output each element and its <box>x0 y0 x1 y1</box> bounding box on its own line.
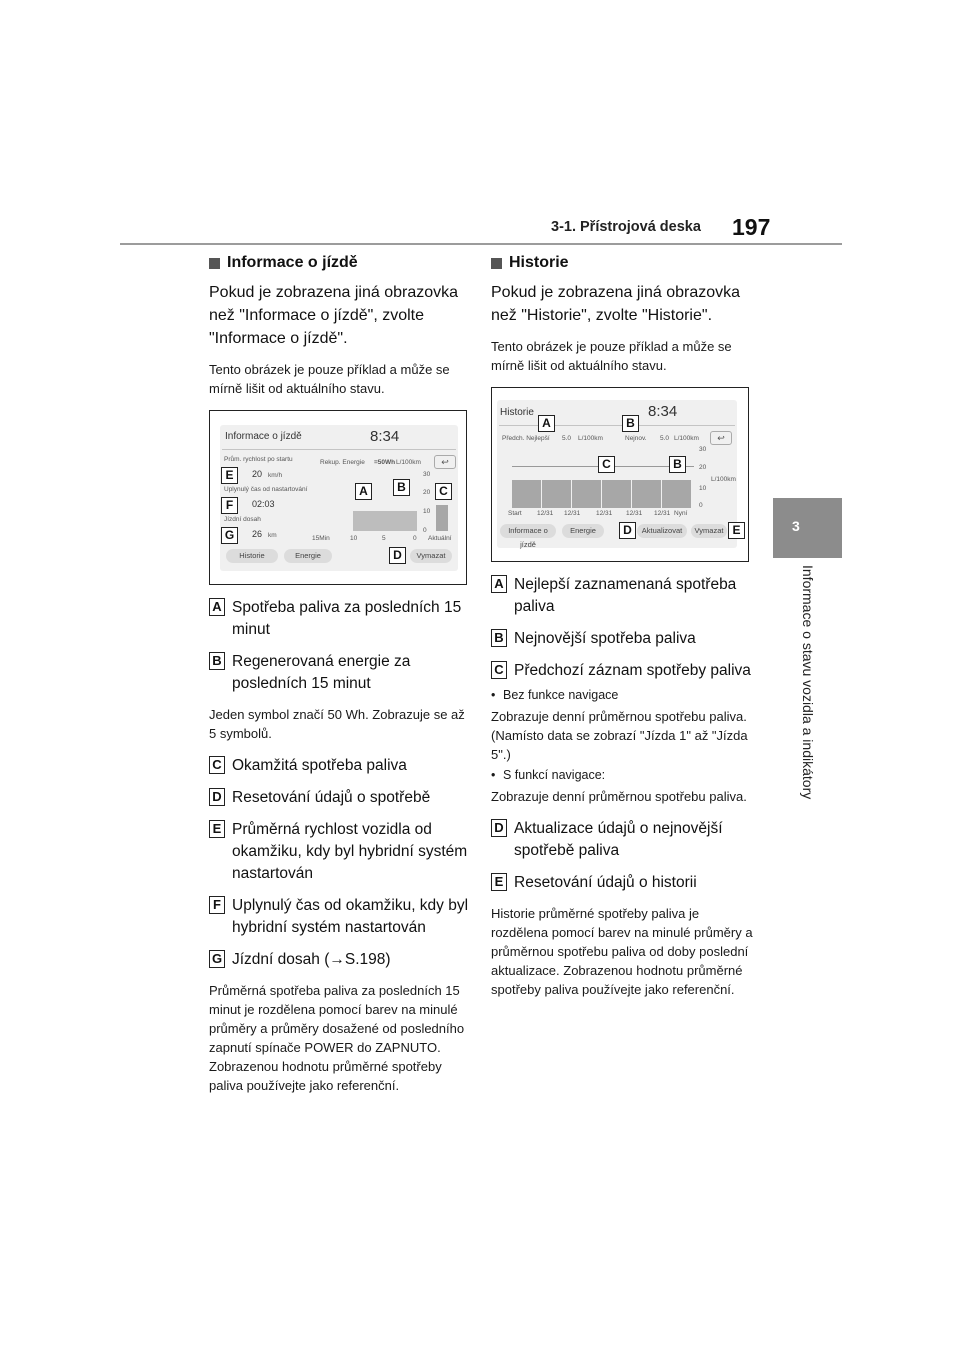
callout-label: D <box>389 547 406 564</box>
avg-speed-unit: km/h <box>268 472 283 479</box>
update-button[interactable]: Aktualizovat <box>637 524 687 538</box>
screen-title: Informace o jízdě <box>225 431 302 442</box>
legend-item: B Regenerovaná energie za posledních 15 minut <box>209 651 471 695</box>
history-bar <box>542 480 571 508</box>
callout-label: A <box>538 415 555 432</box>
avg-speed-label: Prům. rychlost po startu <box>224 456 293 463</box>
section-heading: Informace o jízdě <box>209 254 471 272</box>
prev-best-value: 5.0 <box>562 435 572 442</box>
history-bar <box>512 480 541 508</box>
callout-label: C <box>435 483 452 500</box>
intro-text: Pokud je zobrazena jiná obrazovka než "Historie", zvolte "Historie". <box>491 284 741 324</box>
history-bar <box>572 480 601 508</box>
heading-square-icon <box>491 258 502 269</box>
legend-item: B Nejnovější spotřeba paliva <box>491 628 753 650</box>
history-screenshot <box>491 387 749 562</box>
legend-item: D Aktualizace údajů o nejnovější spotřebě paliva <box>491 818 753 862</box>
avg-speed-value: 20 <box>252 469 263 479</box>
energy-button[interactable]: Energie <box>562 524 604 538</box>
legend-note: Jeden symbol značí 50 Wh. Zobrazuje se až 5 symbolů. <box>209 707 465 741</box>
legend-item: E Průměrná rychlost vozidla od okamžiku, kdy byl hybridní systém nastartován <box>209 819 471 885</box>
callout-label: E <box>221 467 238 484</box>
callout-label: B <box>622 415 639 432</box>
screen-time: 8:34 <box>370 428 400 445</box>
x-label: 12/31 <box>537 510 554 517</box>
heading-square-icon <box>209 258 220 269</box>
legend-item: E Resetování údajů o historii <box>491 872 753 894</box>
elapsed-value: 02:03 <box>252 499 275 509</box>
note-text: Tento obrázek je pouze příklad a může se mírně lišit od aktuálního stavu. <box>209 362 450 396</box>
section-title: 3-1. Přístrojová deska <box>551 219 701 235</box>
reset-button[interactable]: Vymazat <box>410 549 452 563</box>
bullet-item: • S funkcí navigace: <box>491 766 753 785</box>
history-bar <box>662 480 691 508</box>
x-label: 12/31 <box>596 510 613 517</box>
current-label: Aktuální <box>428 535 452 542</box>
axis-tick: 20 <box>423 489 431 496</box>
footer-note: Průměrná spotřeba paliva za posledních 15 minut je rozdělena pomocí barev na minulé průměry a průměry dosažené od posledního zapnutí spínače POWER do ZAPNUTO. Zobrazenou hodnotu průměrné spotřeby paliva používejte jako referenční. <box>209 983 465 1093</box>
current-consumption-bar <box>436 505 448 531</box>
bullet-note: Zobrazuje denní průměrnou spotřebu paliva. (Namísto data se zobrazí "Jízda 1" až "Jízda 5".) <box>491 709 748 762</box>
x-label: Nyní <box>674 510 688 517</box>
x-label: 12/31 <box>626 510 643 517</box>
trip-info-button[interactable]: Informace o jízdě <box>500 524 556 538</box>
energy-button[interactable]: Energie <box>284 549 332 563</box>
unit-label: L/100km <box>711 476 736 483</box>
fuel-history-bars <box>353 511 417 531</box>
elapsed-label: Uplynulý čas od nastartování <box>224 486 308 493</box>
history-bar <box>602 480 631 508</box>
latest-label: Nejnov. <box>625 435 647 442</box>
trip-info-screenshot <box>209 410 467 585</box>
unit-label: L/100km <box>396 459 421 466</box>
range-label: Jízdní dosah <box>224 516 261 523</box>
history-button[interactable]: Historie <box>226 549 278 563</box>
callout-label: B <box>393 479 410 496</box>
screen-time: 8:34 <box>648 403 678 420</box>
axis-tick: 10 <box>699 485 707 492</box>
reset-button[interactable]: Vymazat <box>691 524 727 538</box>
header-divider <box>120 243 842 245</box>
axis-tick: 30 <box>699 446 707 453</box>
legend-item: A Spotřeba paliva za posledních 15 minut <box>209 597 471 641</box>
chapter-tab <box>773 498 842 558</box>
regen-label: Rekup. Energie <box>320 459 365 466</box>
legend-item: C Předchozí záznam spotřeby paliva <box>491 660 753 682</box>
axis-tick: 20 <box>699 464 707 471</box>
screen-divider <box>499 425 735 426</box>
time-tick: 10 <box>350 535 358 542</box>
time-tick: 5 <box>382 535 386 542</box>
range-unit: km <box>268 532 277 539</box>
back-icon[interactable]: ↩ <box>710 431 732 445</box>
intro-text: Pokud je zobrazena jiná obrazovka než "Informace o jízdě", zvolte "Informace o jízdě". <box>209 284 459 347</box>
right-column <box>491 254 753 1011</box>
history-bar <box>632 480 661 508</box>
callout-label: F <box>221 497 238 514</box>
chapter-title: Informace o stavu vozidla a indikátory <box>800 565 816 800</box>
x-label: 12/31 <box>564 510 581 517</box>
back-icon[interactable]: ↩ <box>434 455 456 469</box>
x-label: Start <box>508 510 522 517</box>
time-tick: 15Min <box>312 535 330 542</box>
footer-note: Historie průměrné spotřeby paliva je rozdělena pomocí barev na minulé průměry a průměrnou spotřebu paliva od doby poslední aktualizace. Zobrazenou hodnotu průměrné spotřeby paliva používejte jako referenční. <box>491 906 753 997</box>
callout-label: E <box>728 522 745 539</box>
bullet-note: Zobrazuje denní průměrnou spotřebu paliva. <box>491 789 747 804</box>
unit-label: L/100km <box>674 435 699 442</box>
legend-item: F Uplynulý čas od okamžiku, kdy byl hybridní systém nastartován <box>209 895 471 939</box>
unit-label: L/100km <box>578 435 603 442</box>
screen-title: Historie <box>500 407 534 418</box>
callout-label: C <box>598 456 615 473</box>
latest-value: 5.0 <box>660 435 670 442</box>
left-column <box>209 254 471 1107</box>
axis-tick: 10 <box>423 508 431 515</box>
legend-item: A Nejlepší zaznamenaná spotřeba paliva <box>491 574 753 618</box>
x-label: 12/31 <box>654 510 671 517</box>
screen-divider <box>222 449 456 450</box>
prev-best-label: Předch. Nejlepší <box>502 435 550 442</box>
axis-tick: 0 <box>423 527 427 534</box>
section-heading: Historie <box>491 254 753 272</box>
legend-item: D Resetování údajů o spotřebě <box>209 787 471 809</box>
legend-item: G Jízdní dosah (→S.198) <box>209 949 471 971</box>
callout-label: A <box>355 483 372 500</box>
callout-label: D <box>619 522 636 539</box>
callout-label: B <box>669 456 686 473</box>
axis-tick: 30 <box>423 471 431 478</box>
legend-item: C Okamžitá spotřeba paliva <box>209 755 471 777</box>
range-value: 26 <box>252 529 263 539</box>
regen-value: =50Wh <box>374 459 396 466</box>
page-number: 197 <box>732 214 771 240</box>
note-text: Tento obrázek je pouze příklad a může se mírně lišit od aktuálního stavu. <box>491 339 732 373</box>
callout-label: G <box>221 527 238 544</box>
axis-tick: 0 <box>699 502 703 509</box>
bullet-item: • Bez funkce navigace <box>491 686 753 705</box>
time-tick: 0 <box>413 535 417 542</box>
chapter-number: 3 <box>792 518 800 534</box>
